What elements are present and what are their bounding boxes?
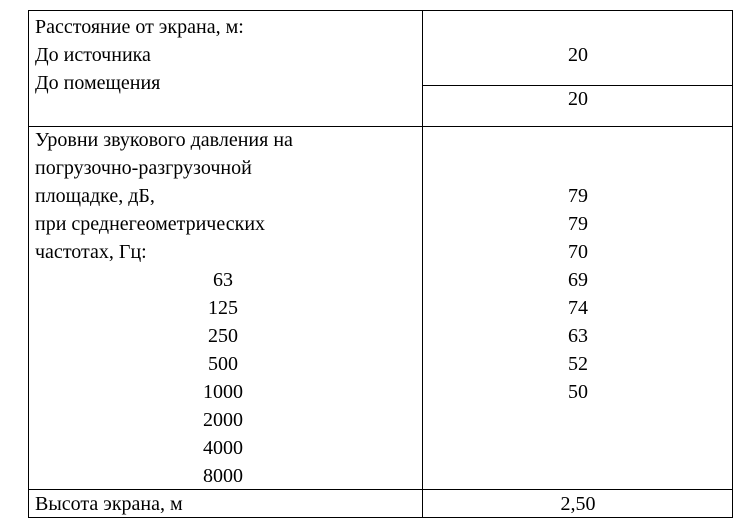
sound-level-value: 52 [568, 353, 588, 375]
frequency-value: 1000 [203, 381, 243, 403]
sound-description-line: Уровни звукового давления на [35, 129, 293, 151]
frequency-value: 2000 [203, 409, 243, 431]
frequency-value: 125 [208, 297, 238, 319]
sound-level-value: 79 [568, 213, 588, 235]
frequency-value: 500 [208, 353, 238, 375]
sound-description-line: при среднегеометрических [35, 213, 266, 235]
to-room-value: 20 [568, 88, 588, 110]
frequency-value: 8000 [203, 465, 243, 487]
sound-level-value: 70 [568, 241, 588, 263]
sound-level-value: 50 [568, 381, 588, 403]
height-label: Высота экрана, м [35, 493, 183, 515]
to-room-label: До помещения [35, 72, 161, 94]
frequency-value: 63 [213, 269, 233, 291]
distance-title: Расстояние от экрана, м: [35, 16, 244, 38]
sound-level-value: 79 [568, 185, 588, 207]
height-value: 2,50 [560, 493, 596, 515]
frequency-value: 4000 [203, 437, 243, 459]
to-source-value: 20 [568, 44, 588, 66]
sound-description-line: частотах, Гц: [35, 241, 147, 263]
sound-description-line: площадке, дБ, [35, 185, 155, 207]
frequency-value: 250 [208, 325, 238, 347]
sound-level-value: 63 [568, 325, 588, 347]
sound-level-value: 74 [568, 297, 588, 319]
sound-description-line: погрузочно-разгрузочной [35, 157, 252, 179]
data-table [28, 10, 733, 518]
sound-level-value: 69 [568, 269, 588, 291]
to-source-label: До источника [35, 44, 151, 66]
